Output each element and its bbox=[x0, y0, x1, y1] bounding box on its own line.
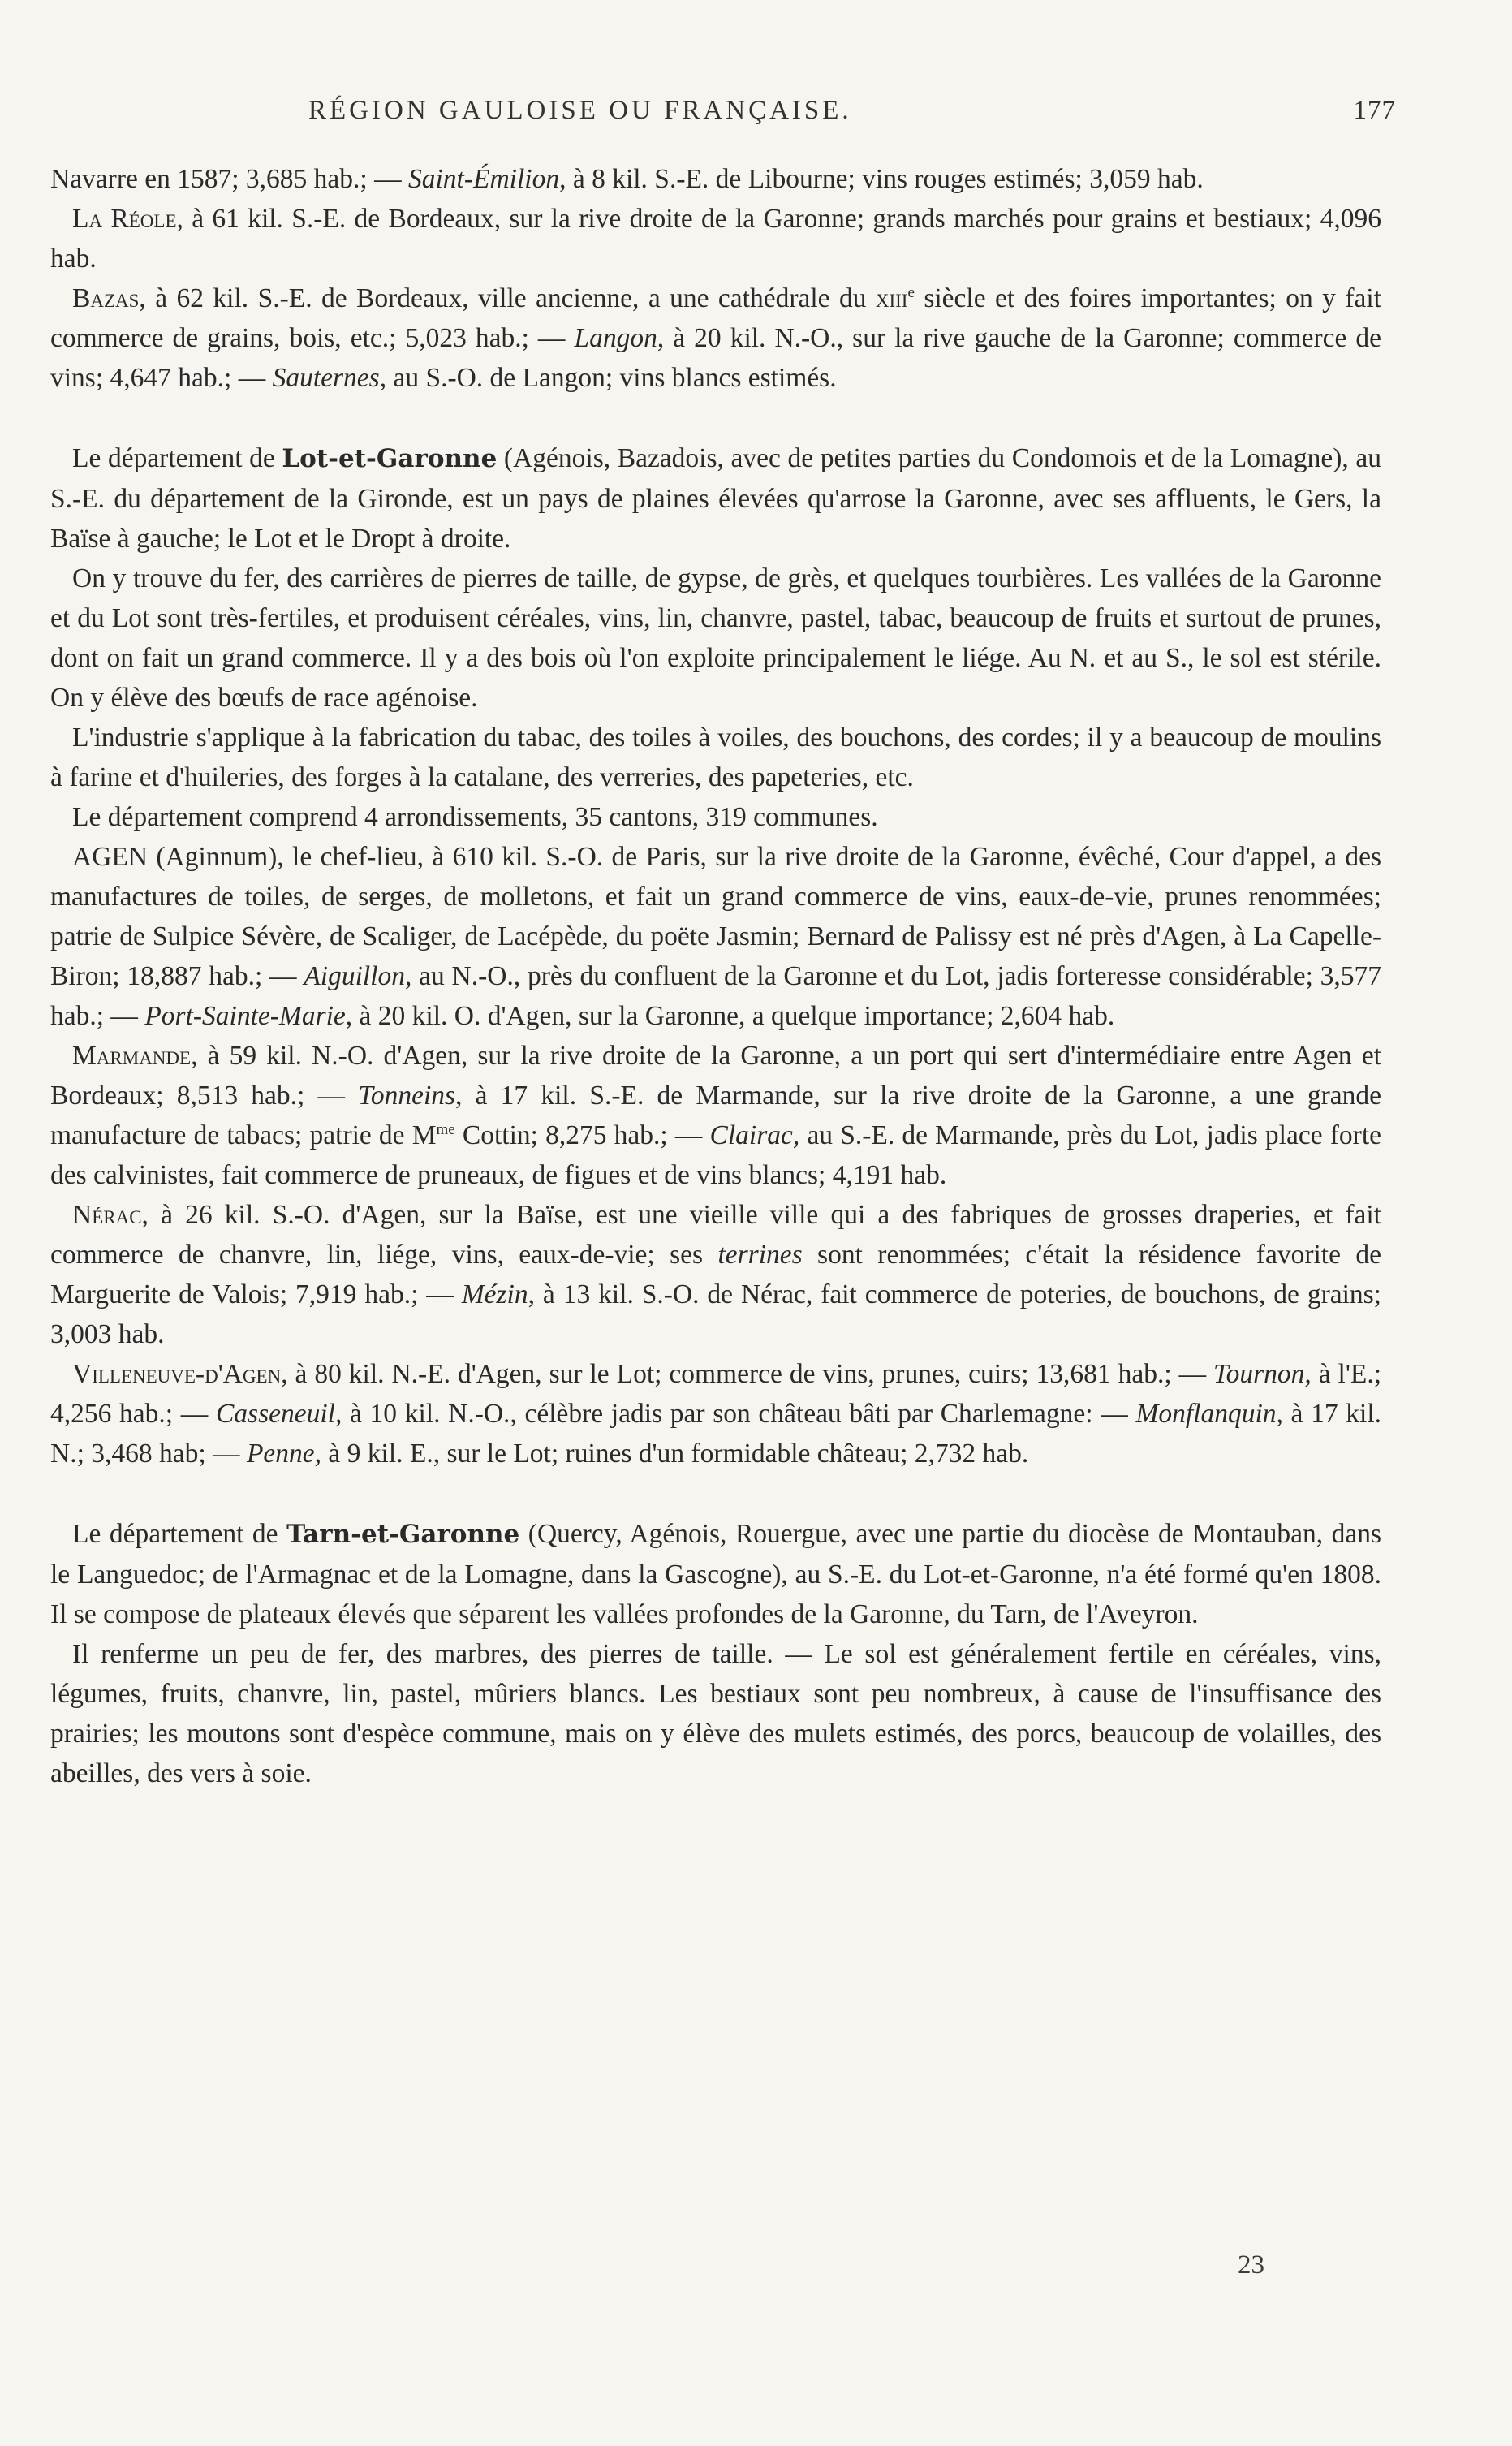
paragraph-la-reole: La Réole, à 61 kil. S.-E. de Bordeaux, sur la rive droite de la Garonne; grands marchés pour grains et bestiaux; 4,096 hab. bbox=[50, 204, 1381, 274]
department-lot-et-garonne: Lot-et-Garonne bbox=[282, 444, 498, 473]
page-number: 177 bbox=[1353, 96, 1396, 125]
place-casseneuil: Casseneuil, bbox=[215, 1399, 342, 1429]
paragraph-saint-emilion: Navarre en 1587; 3,685 hab.; — Saint-Émilion, à 8 kil. S.-E. de Libourne; vins rouges estimés; 3,059 hab. bbox=[50, 164, 1204, 194]
place-sauternes: Sauternes, bbox=[272, 363, 387, 393]
town-marmande: Marmande bbox=[72, 1041, 192, 1071]
paragraph-nerac: Nérac, à 26 kil. S.-O. d'Agen, sur la Baïse, est une vieille ville qui a des fabriques de grosses draperies, et fait commerce de chanvre, lin, liége, vins, eaux-de-vie; ses terrines sont renommées; c'était la résidence favorite de Marguerite de Valois; 7,919 hab.; — Mézin, à 13 kil. S.-O. de Nérac, fait commerce de poteries, de bouchons, de grains; 3,003 hab. bbox=[50, 1200, 1381, 1349]
running-header bbox=[308, 96, 1396, 126]
paragraph-lot-resources: On y trouve du fer, des carrières de pierres de taille, de gypse, de grès, et quelques tourbières. Les vallées de la Garonne et du Lot sont très-fertiles, et produisent céréales, vins, lin, chanvre, pastel, tabac, beaucoup de fruits et surtout de prunes, dont on fait un grand commerce. Il y a des bois où l'on exploite principalement le liége. Au N. et au S., le sol est stérile. On y élève des bœufs de race agénoise. bbox=[50, 563, 1381, 713]
text-column bbox=[50, 159, 1381, 1793]
place-saint-emilion: Saint-Émilion bbox=[407, 164, 560, 194]
paragraph-marmande: Marmande, à 59 kil. N.-O. d'Agen, sur la rive droite de la Garonne, a un port qui sert d'intermédiaire entre Agen et Bordeaux; 8,513 hab.; — Tonneins, à 17 kil. S.-E. de Marmande, sur la rive droite de la Garonne, a une grande manufacture de tabacs; patrie de $M^{me}$ Cottin; 8,275 hab.; — Clairac, au S.-E. de Marmande, près du Lot, jadis place forte des calvinistes, fait commerce de pruneaux, de figues et de vins blancs; 4,191 hab. bbox=[50, 1041, 1381, 1190]
town-villeneuve-d-agen: Villeneuve-d'Agen bbox=[72, 1359, 282, 1389]
town-nerac: Nérac bbox=[72, 1200, 142, 1230]
place-clairac: Clairac, bbox=[709, 1120, 800, 1150]
paragraph-lot-industry: L'industrie s'applique à la fabrication du tabac, des toiles à voiles, des bouchons, des cordes; il y a beaucoup de moulins à farine et d'huileries, des forges à la catalane, des verreries, des papeteries, etc. bbox=[50, 723, 1381, 792]
place-monflanquin: Monflanquin, bbox=[1135, 1399, 1283, 1429]
place-mezin: Mézin bbox=[461, 1279, 528, 1309]
place-penne: Penne, bbox=[246, 1439, 322, 1469]
department-tarn-et-garonne: Tarn-et-Garonne bbox=[286, 1520, 520, 1549]
place-port-sainte-marie: Port-Sainte-Marie bbox=[144, 1001, 346, 1031]
paragraph-lot-divisions: Le département comprend 4 arrondissements, 35 cantons, 319 communes. bbox=[72, 802, 878, 832]
running-title: RÉGION GAULOISE OU FRANÇAISE. bbox=[308, 96, 852, 125]
paragraph-tarn-resources: Il renferme un peu de fer, des marbres, des pierres de taille. — Le sol est généralement fertile en céréales, vins, légumes, fruits, chanvre, lin, pastel, mûriers blancs. Les bestiaux sont peu nombreux, à cause de l'insuffisance des prairies; les moutons sont d'espèce commune, mais on y élève des mulets estimés, des porcs, beaucoup de volailles, des abeilles, des vers à soie. bbox=[50, 1639, 1381, 1788]
place-tournon: Tournon, bbox=[1213, 1359, 1312, 1389]
signature-mark: 23 bbox=[1238, 2250, 1264, 2280]
place-tonneins: Tonneins bbox=[358, 1081, 456, 1111]
paragraph-agen: AGEN (Aginnum), le chef-lieu, à 610 kil. S.-O. de Paris, sur la rive droite de la Garonne, évêché, Cour d'appel, a des manufactures de toiles, de serges, de molletons, et fait un grand commerce de vins, eaux-de-vie, prunes renommées; patrie de Sulpice Sévère, de Scaliger, de Lacépède, du poëte Jasmin; Bernard de Palissy est né près d'Agen, à La Capelle-Biron; 18,887 hab.; — Aiguillon, au N.-O., près du confluent de la Garonne et du Lot, jadis forteresse considérable; 3,577 hab.; — Port-Sainte-Marie, à 20 kil. O. d'Agen, sur la Garonne, a quelque importance; 2,604 hab. bbox=[50, 842, 1382, 1031]
place-langon: Langon bbox=[574, 323, 657, 353]
town-la-reole: La Réole bbox=[72, 204, 177, 234]
town-bazas: Bazas bbox=[72, 283, 140, 313]
paragraph-tarn-et-garonne-intro: Le département de Tarn-et-Garonne (Quercy, Agénois, Rouergue, avec une partie du diocèse de Montauban, dans le Languedoc; de l'Armagnac et de la Lomagne, dans la Gascogne), au S.-E. du Lot-et-Garonne, n'a été formé qu'en 1808. Il se compose de plateaux élevés que séparent les vallées profondes de la Garonne, du Tarn, de l'Aveyron. bbox=[50, 1519, 1381, 1629]
paragraph-lot-et-garonne-intro: Le département de Lot-et-Garonne (Agénois, Bazadois, avec de petites parties du Condomois et de la Lomagne), au S.-E. du département de la Gironde, est un pays de plaines élevées qu'arrose la Garonne, avec ses affluents, le Gers, la Baïse à gauche; le Lot et le Dropt à droite. bbox=[50, 443, 1381, 554]
paragraph-bazas: Bazas, à 62 kil. S.-E. de Bordeaux, ville ancienne, a une cathédrale du xiii$^e$ siècle et des foires importantes; on y fait commerce de grains, bois, etc.; 5,023 hab.; — Langon, à 20 kil. N.-O., sur la rive gauche de la Garonne; commerce de vins; 4,647 hab.; — Sauternes, au S.-O. de Langon; vins blancs estimés. bbox=[50, 283, 1381, 393]
paragraph-villeneuve: Villeneuve-d'Agen, à 80 kil. N.-E. d'Agen, sur le Lot; commerce de vins, prunes, cuirs; 13,681 hab.; — Tournon, à l'E.; 4,256 hab.; — Casseneuil, à 10 kil. N.-O., célèbre jadis par son château bâti par Charlemagne: — Monflanquin, à 17 kil. N.; 3,468 hab; — Penne, à 9 kil. E., sur le Lot; ruines d'un formidable château; 2,732 hab. bbox=[50, 1359, 1382, 1469]
place-aiguillon: Aiguillon bbox=[304, 961, 406, 991]
